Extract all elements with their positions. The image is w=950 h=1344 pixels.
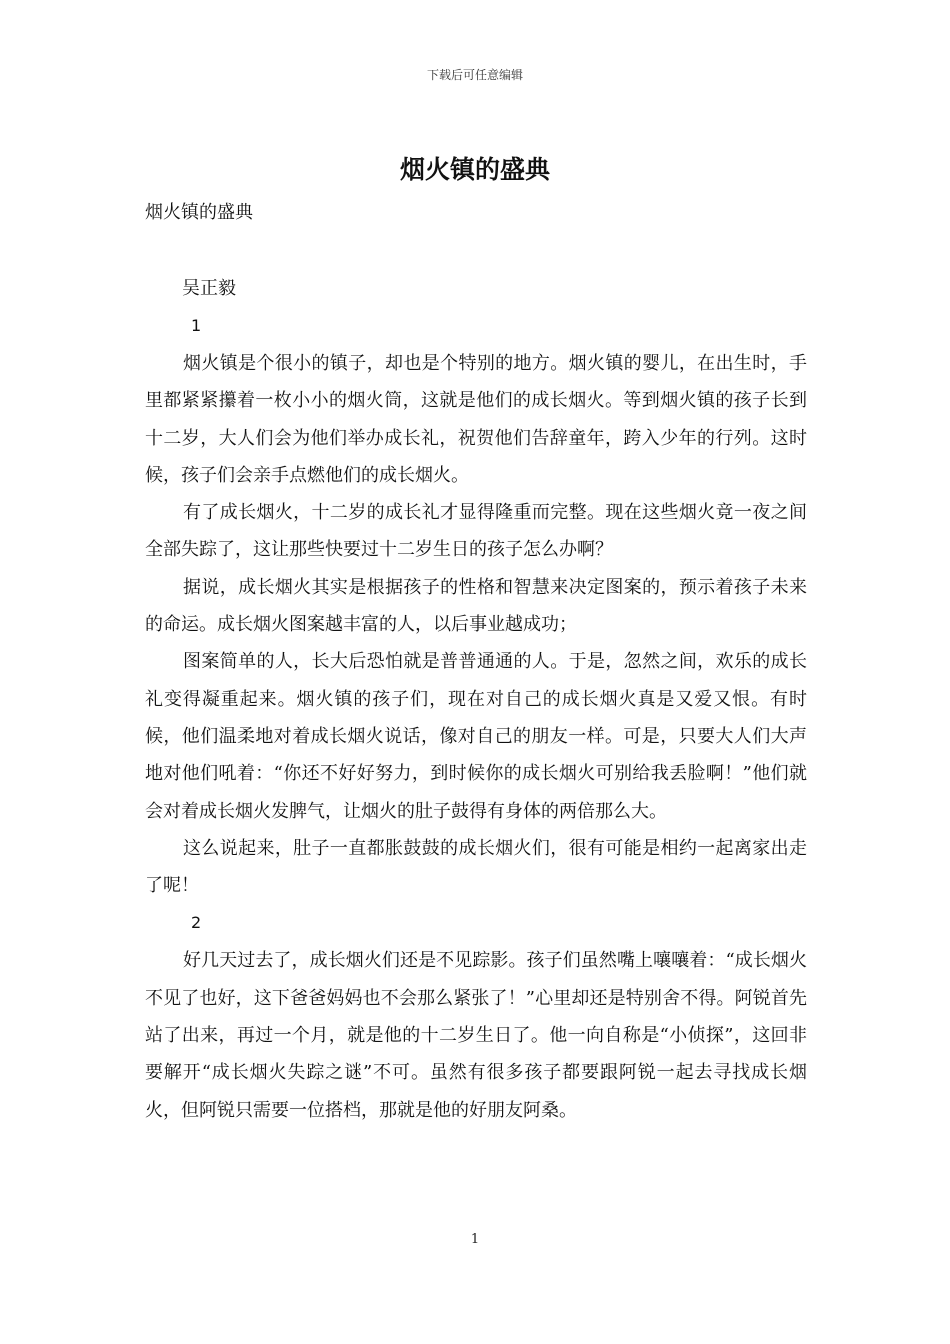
section-number-2: 2 — [191, 913, 202, 933]
paragraph: 图案简单的人，长大后恐怕就是普普通通的人。于是，忽然之间，欢乐的成长礼变得凝重起来。烟火镇的孩子们，现在对自己的成长烟火真是又爱又恨。有时候，他们温柔地对着成长烟火说话，像对自己的朋友一样。可是，只要大人们大声地对他们吼着：“你还不好好努力，到时候你的成长烟火可别给我丢脸啊！”他们就会对着成长烟火发脾气，让烟火的肚子鼓得有身体的两倍那么大。 — [145, 651, 807, 822]
header-note: 下载后可任意编辑 — [426, 68, 523, 82]
spacer — [145, 231, 807, 271]
author-name: 吴正毅 — [182, 278, 236, 299]
paragraph: 这么说起来，肚子一直都胀鼓鼓的成长烟火们，很有可能是相约一起离家出走了呢！ — [145, 837, 807, 897]
document-subtitle: 烟火镇的盛典 — [145, 202, 253, 223]
paragraph: 烟火镇是个很小的镇子，却也是个特别的地方。烟火镇的婴儿，在出生时，手里都紧紧攥着一枚小小的烟火筒，这就是他们的成长烟火。等到烟火镇的孩子长到十二岁，大人们会为他们举办成长礼，祝贺他们告辞童年，跨入少年的行列。这时候，孩子们会亲手点燃他们的成长烟火。 — [145, 353, 807, 486]
paragraph: 据说，成长烟火其实是根据孩子的性格和智慧来决定图案的，预示着孩子未来的命运。成长烟火图案越丰富的人，以后事业越成功； — [145, 576, 807, 636]
page-number: 1 — [470, 1232, 480, 1247]
document-title: 烟火镇的盛典 — [399, 155, 550, 184]
paragraph: 好几天过去了，成长烟火们还是不见踪影。孩子们虽然嘴上嚷嚷着：“成长烟火不见了也好，这下爸爸妈妈也不会那么紧张了！”心里却还是特别舍不得。阿锐首先站了出来，再过一个月，就是他的十二岁生日了。他一向自称是“小侦探”，这回非要解开“成长烟火失踪之谜”不可。虽然有很多孩子都要跟阿锐一起去寻找成长烟火，但阿锐只需要一位搭档，那就是他的好朋友阿桑。 — [145, 950, 807, 1121]
section-number-1: 1 — [191, 316, 202, 335]
paragraph: 有了成长烟火，十二岁的成长礼才显得隆重而完整。现在这些烟火竟一夜之间全部失踪了，这让那些快要过十二岁生日的孩子怎么办啊？ — [145, 502, 807, 561]
document-body — [145, 195, 807, 1129]
